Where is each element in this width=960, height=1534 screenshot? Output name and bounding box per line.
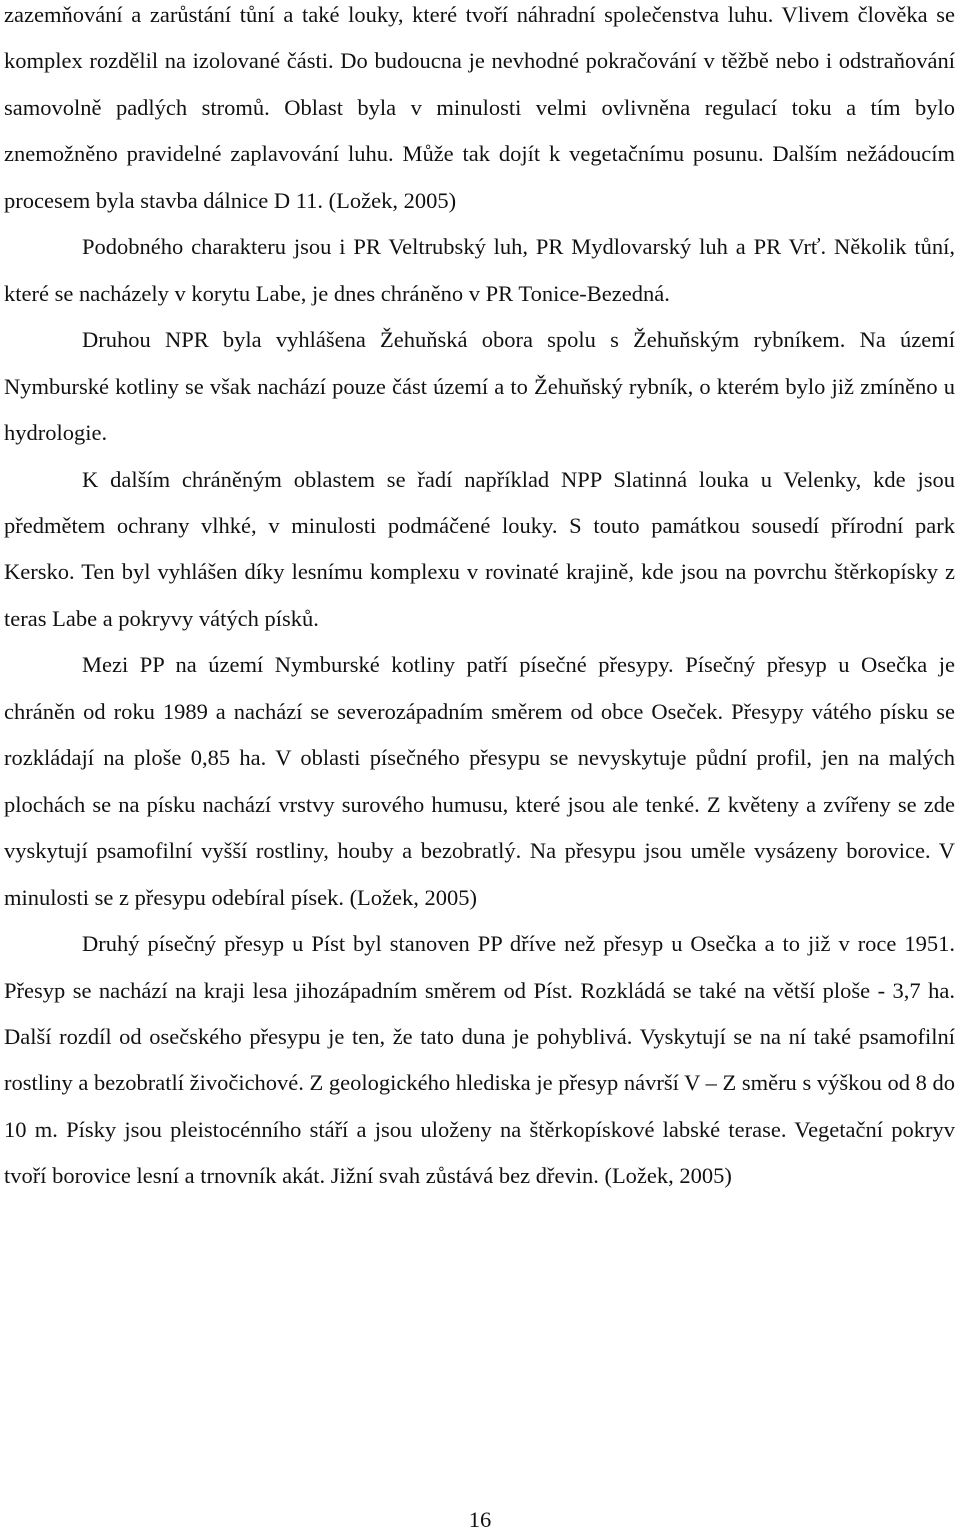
document-body: [4, 0, 955, 1200]
paragraph-1: zazemňování a zarůstání tůní a také louky, které tvoří náhradní společenstva luhu. Vlivem člověka se komplex rozdělil na izolované části. Do budoucna je nevhodné pokračování v těžbě nebo i odstraňování samovolně padlých stromů. Oblast byla v minulosti velmi ovlivněna regulací toku a tím bylo znemožněno pravidelné zaplavování luhu. Může tak dojít k vegetačnímu posunu. Dalším nežádoucím procesem byla stavba dálnice D 11. (Ložek, 2005): [4, 2, 955, 213]
paragraph-4: K dalším chráněným oblastem se řadí například NPP Slatinná louka u Velenky, kde jsou předmětem ochrany vlhké, v minulosti podmáčené louky. S touto památkou sousedí přírodní park Kersko. Ten byl vyhlášen díky lesnímu komplexu v rovinaté krajině, kde jsou na povrchu štěrkopísky z teras Labe a pokryvy vátých písků.: [4, 466, 955, 631]
paragraph-2: Podobného charakteru jsou i PR Veltrubský luh, PR Mydlovarský luh a PR Vrť. Několik tůní, které se nacházely v korytu Labe, je dnes chráněno v PR Tonice-Bezedná.: [4, 234, 955, 306]
paragraph-6: Druhý písečný přesyp u Píst byl stanoven PP dříve než přesyp u Osečka a to již v roce 1951. Přesyp se nachází na kraji lesa jihozápadním směrem od Píst. Rozkládá se také na větší ploše - 3,7 ha. Další rozdíl od osečského přesypu je ten, že tato duna je pohyblivá. Vyskytují se na ní také psamofilní rostliny a bezobratlí živočichové. Z geologického hlediska je přesyp návrší V – Z směru s výškou od 8 do 10 m. Písky jsou pleistocénního stáří a jsou uloženy na štěrkopískové labské terase. Vegetační pokryv tvoří borovice lesní a trnovník akát. Jižní svah zůstává bez dřevin. (Ložek, 2005): [4, 931, 955, 1189]
paragraph-3: Druhou NPR byla vyhlášena Žehuňská obora spolu s Žehuňským rybníkem. Na území Nymburské kotliny se však nachází pouze část území a to Žehuňský rybník, o kterém bylo již zmíněno u hydrologie.: [4, 327, 955, 446]
paragraph-5: Mezi PP na území Nymburské kotliny patří písečné přesypy. Písečný přesyp u Osečka je chráněn od roku 1989 a nachází se severozápadním směrem od obce Oseček. Přesypy vátého písku se rozkládají na ploše 0,85 ha. V oblasti písečného přesypu se nevyskytuje půdní profil, jen na malých plochách se na písku nachází vrstvy surového humusu, které jsou ale tenké. Z květeny a zvířeny se zde vyskytují psamofilní vyšší rostliny, houby a bezobratlý. Na přesypu jsou uměle vysázeny borovice. V minulosti se z přesypu odebíral písek. (Ložek, 2005): [4, 652, 955, 910]
page-number: 16: [468, 1507, 492, 1532]
